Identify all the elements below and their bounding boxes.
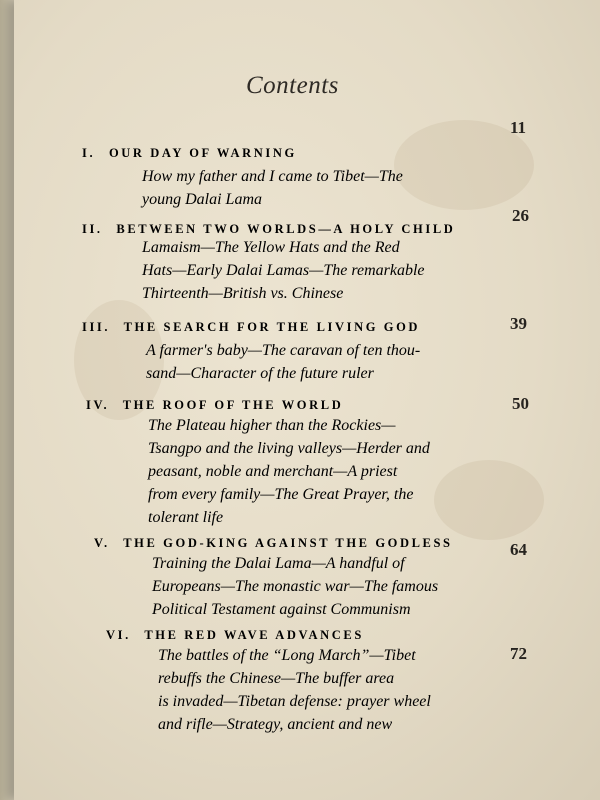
entry-heading-text: THE GOD-KING AGAINST THE GODLESS <box>123 536 453 550</box>
description-line: The battles of the “Long March”—Tibet <box>158 647 416 664</box>
entry-heading-text: THE ROOF OF THE WORLD <box>122 398 344 412</box>
entry-heading-text: BETWEEN TWO WORLDS—A HOLY CHILD <box>116 222 456 236</box>
entry-page-number: 72 <box>510 644 527 663</box>
description-line: A farmer's baby—The caravan of ten thou- <box>146 342 421 359</box>
description-line: rebuffs the Chinese—The buffer area <box>158 670 395 687</box>
description-line: peasant, noble and merchant—A priest <box>148 463 398 480</box>
entry-heading-text: THE RED WAVE ADVANCES <box>144 628 364 642</box>
description-line: is invaded—Tibetan defense: prayer wheel <box>158 693 431 710</box>
paper-stain <box>434 460 544 540</box>
entry-page-number: 11 <box>510 118 527 137</box>
description-line: from every family—The Great Prayer, the <box>148 486 414 503</box>
description-line: Thirteenth—British vs. Chinese <box>142 285 344 302</box>
entry-heading <box>82 146 297 161</box>
entry-numeral: II. <box>82 222 103 236</box>
description-line: Lamaism—The Yellow Hats and the Red <box>142 239 400 256</box>
description-line: tolerant life <box>148 509 224 526</box>
entry-numeral: I. <box>82 146 96 160</box>
entry-heading <box>94 536 453 551</box>
entry-numeral: III. <box>82 320 111 334</box>
entry-page-number: 26 <box>512 206 529 225</box>
entry-page-number: 39 <box>510 314 527 333</box>
entry-description <box>142 236 425 305</box>
description-line: young Dalai Lama <box>142 191 262 208</box>
entry-description <box>148 414 430 529</box>
entry-heading-text: OUR DAY OF WARNING <box>108 146 297 160</box>
entry-heading <box>82 222 455 237</box>
entry-description <box>146 339 420 385</box>
description-line: Tsangpo and the living valleys—Herder and <box>148 440 430 457</box>
entry-numeral: IV. <box>86 398 110 412</box>
description-line: The Plateau higher than the Rockies— <box>148 417 396 434</box>
entry-description <box>152 552 438 621</box>
entry-description <box>142 165 403 211</box>
entry-heading <box>86 398 343 413</box>
description-line: Europeans—The monastic war—The famous <box>152 578 439 595</box>
entry-page-number: 64 <box>510 540 527 559</box>
description-line: sand—Character of the future ruler <box>146 365 374 382</box>
entry-description <box>158 644 431 736</box>
description-line: Hats—Early Dalai Lamas—The remarkable <box>142 262 425 279</box>
entry-numeral: V. <box>94 536 110 550</box>
contents-title: Contents <box>246 72 339 99</box>
entry-heading-text: THE SEARCH FOR THE LIVING GOD <box>123 320 421 334</box>
description-line: How my father and I came to Tibet—The <box>142 168 403 185</box>
entry-heading <box>106 628 364 643</box>
description-line: and rifle—Strategy, ancient and new <box>158 716 393 733</box>
entry-page-number: 50 <box>512 394 529 413</box>
entry-heading <box>82 320 420 335</box>
entry-numeral: VI. <box>106 628 131 642</box>
description-line: Training the Dalai Lama—A handful of <box>152 555 405 572</box>
description-line: Political Testament against Communism <box>152 601 411 618</box>
